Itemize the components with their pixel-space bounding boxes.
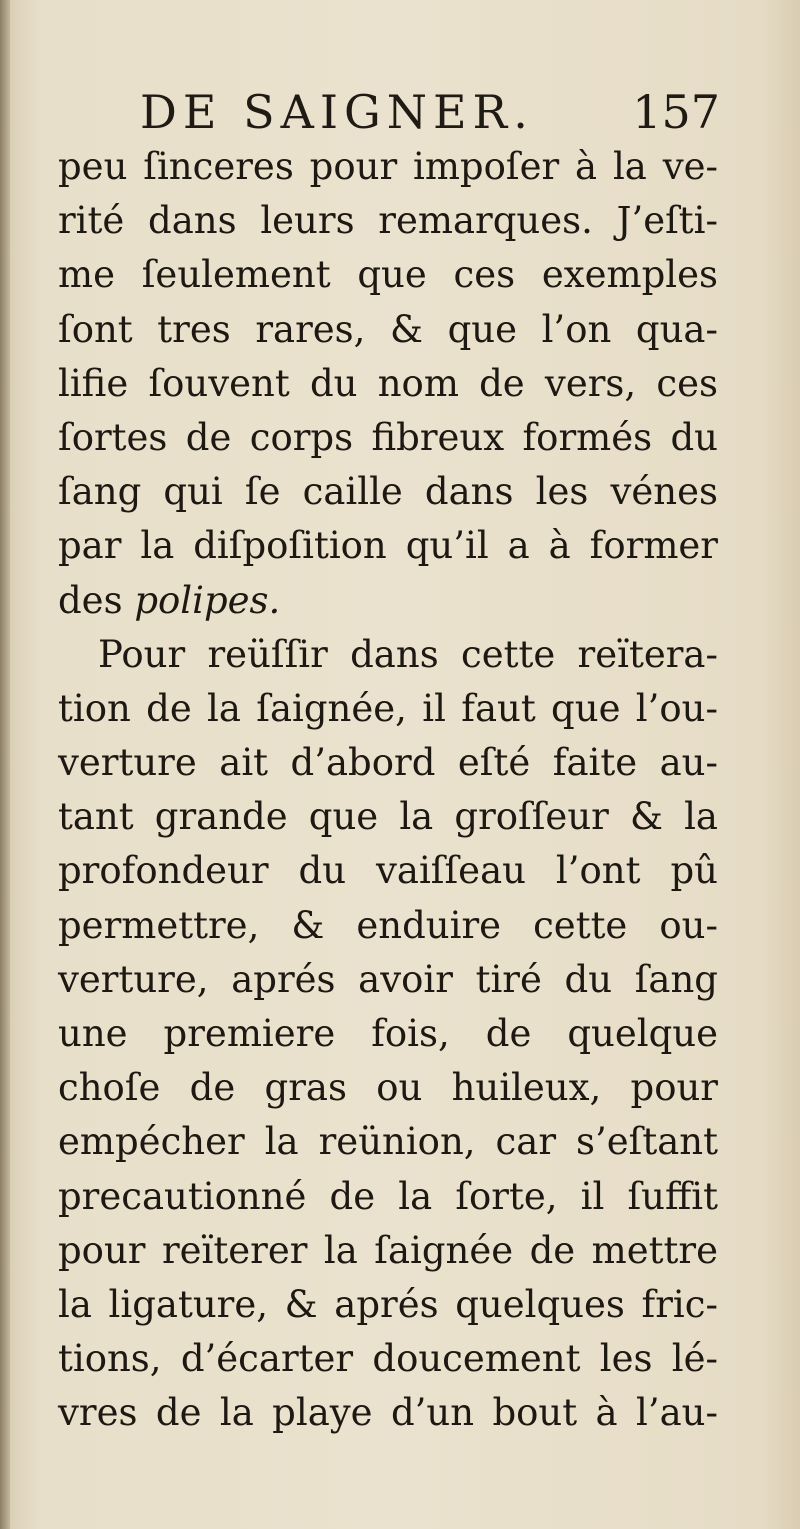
text-fragment: des [58,578,135,622]
text-line: ſang qui ſe caille dans les vénes [58,470,718,514]
text-line: une premiere fois, de quelque [58,1012,718,1055]
text-line: tant grande que la groſſeur & la [58,795,718,839]
text-line: verture ait d’abord eſté faite au- [58,741,718,785]
text-line: empécher la reünion, car s’eſtant [58,1120,718,1164]
page-number: 157 [632,85,720,139]
text-line: la ligature, & aprés quelques fric- [58,1282,718,1326]
text-line: precautionné de la ſorte, il ſuffit [58,1174,718,1218]
text-line: ſortes de corps fibreux formés du [58,415,718,459]
text-line: tions, d’écarter doucement les lé- [58,1337,718,1381]
italic-term: polipes. [134,578,281,622]
text-line: pour reïterer la ſaignée de mettre [58,1228,718,1272]
text-line: tion de la ſaignée, il faut que l’ou- [58,686,718,730]
text-line: par la diſpoſition qu’il a à former [58,524,718,568]
text-line: permettre, & enduire cette ou- [58,903,718,947]
body-text [58,140,718,1441]
text-line: vres de la playe d’un bout à l’au- [58,1391,718,1435]
paragraph-start-line: Pour reüſſir dans cette reïtera- [98,632,718,676]
text-line: choſe de gras ou huileux, pour [58,1066,718,1110]
running-head [140,82,720,142]
paragraph-end-line [58,574,718,628]
text-line: peu ſinceres pour impoſer à la ve- [58,145,718,188]
running-title: DE SAIGNER. [140,85,534,139]
text-line: me ſeulement que ces exemples [58,253,718,297]
text-line: rité dans leurs remarques. J’eſti- [58,199,718,243]
text-line: ſont tres rares, & que l’on qua- [58,307,718,351]
text-line: profondeur du vaiſſeau l’ont pû [58,849,718,893]
text-line: verture, aprés avoir tiré du ſang [58,957,718,1001]
text-line: lifie ſouvent du nom de vers, ces [58,361,718,405]
page-gutter-shadow [0,0,10,1529]
